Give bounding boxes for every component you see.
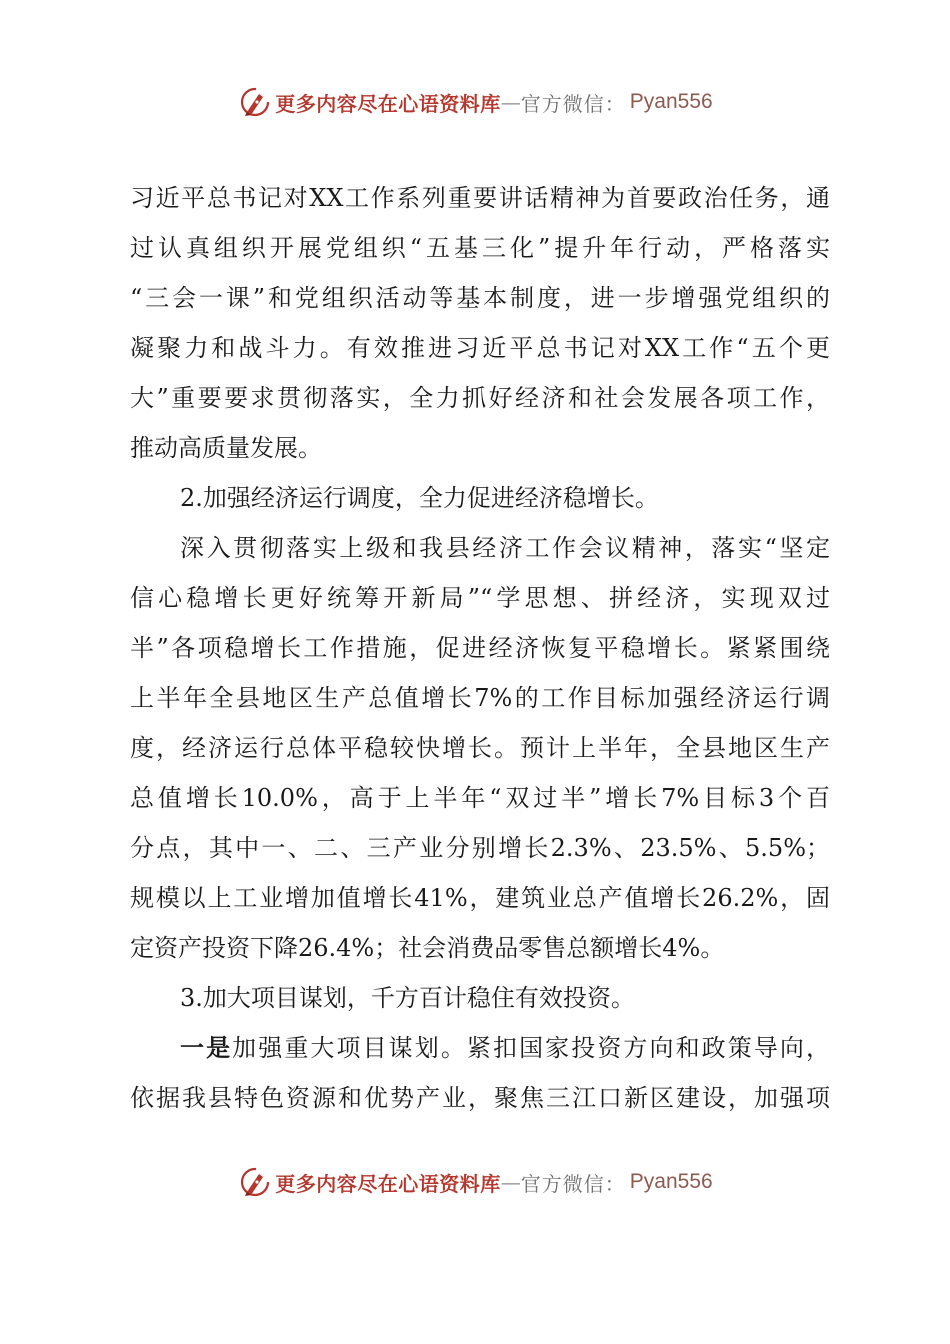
para2-line-5: 度，经济运行总体平稳较快增长。预计上半年，全县地区生产: [130, 734, 830, 762]
para2-line-4: 上半年全县地区生产总值增长7%的工作目标加强经济运行调: [130, 684, 830, 712]
para3-lead-bold: 一是: [180, 1033, 233, 1062]
para2-line-3: 半”各项稳增长工作措施，促进经济恢复平稳增长。紧紧围绕: [130, 634, 830, 662]
header-brand-text: 更多内容尽在心语资料库: [275, 91, 501, 116]
footer-wechat-id: Pyan556: [629, 1170, 713, 1193]
para2-line-6: 总值增长10.0%，高于上半年“双过半”增长7%目标3个百: [130, 784, 830, 812]
para3-line-2: 依据我县特色资源和优势产业，聚焦三江口新区建设，加强项: [130, 1084, 830, 1112]
para1-line-6: 推动高质量发展。: [130, 434, 322, 462]
document-body: [130, 173, 830, 1123]
para1-line-3: “三会一课”和党组织活动等基本制度，进一步增强党组织的: [130, 284, 830, 312]
para2-line-9: 定资产投资下降26.4%；社会消费品零售总额增长4%。: [130, 934, 725, 962]
header-wechat-label: 官方微信：: [520, 91, 626, 116]
section-heading-3: 3.加大项目谋划，千方百计稳住有效投资。: [180, 984, 635, 1012]
para3-line-1-rest: 加强重大项目谋划。紧扣国家投资方向和政策导向，: [232, 1034, 831, 1062]
para3-line-1: [130, 1023, 830, 1073]
para2-line-8: 规模以上工业增加值增长41%，建筑业总产值增长26.2%，固: [130, 884, 830, 912]
para1-line-2: 过认真组织开展党组织“五基三化”提升年行动，严格落实: [130, 234, 830, 262]
footer-dash: —: [500, 1170, 521, 1194]
para1-line-4: 凝聚力和战斗力。有效推进习近平总书记对XX工作“五个更: [130, 334, 830, 362]
footer-brand-text: 更多内容尽在心语资料库: [275, 1171, 501, 1196]
pen-nib-logo-icon: [237, 1164, 273, 1200]
footer-banner: [0, 1162, 950, 1202]
pen-nib-logo-icon: [237, 84, 273, 120]
header-banner: [0, 82, 950, 122]
para2-line-7: 分点，其中一、二、三产业分别增长2.3%、23.5%、5.5%；: [130, 834, 830, 862]
section-heading-2: 2.加强经济运行调度，全力促进经济稳增长。: [180, 484, 659, 512]
para2-line-1: 深入贯彻落实上级和我县经济工作会议精神，落实“坚定: [180, 534, 830, 562]
para1-line-5: 大”重要要求贯彻落实，全力抓好经济和社会发展各项工作，: [130, 384, 830, 412]
footer-wechat-label: 官方微信：: [520, 1171, 626, 1196]
header-dash: —: [500, 90, 521, 114]
header-wechat-id: Pyan556: [629, 90, 713, 113]
para1-line-1: 习近平总书记对XX工作系列重要讲话精神为首要政治任务，通: [130, 184, 830, 212]
para2-line-2: 信心稳增长更好统筹开新局”“学思想、拼经济，实现双过: [130, 584, 830, 612]
